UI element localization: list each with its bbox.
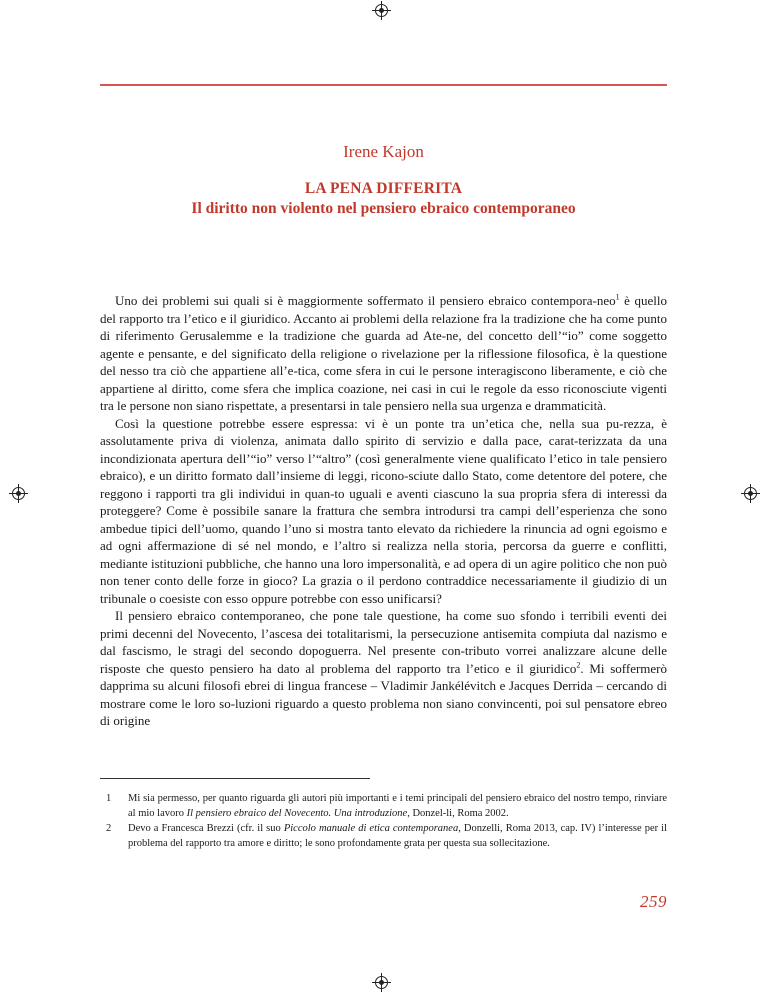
footnote-ref-1[interactable]: 1 (615, 292, 620, 302)
footnotes (100, 792, 667, 852)
footnote-text-part: Devo a Francesca Brezzi (cfr. il suo (128, 823, 284, 834)
paragraph-3 (100, 607, 667, 730)
footnote-text-part: Mi sia permesso, per quanto riguarda gli autori più importanti e i temi principali del pensiero ebraico del nostro tempo, rinviare al mio lavoro (128, 793, 667, 819)
header-rule (100, 84, 667, 86)
paragraph-1 (100, 292, 667, 415)
registration-mark-icon (375, 976, 388, 989)
footnote-text-part: , Donzelli, Roma 2013, cap. IV) l’interesse per il problema del rapporto tra amore e diritto; le sono profondamente grata per questa sua sollecitazione. (128, 823, 667, 849)
article-body (100, 292, 667, 730)
footnote-text-part: , Donzel-li, Roma 2002. (407, 807, 509, 819)
footnote-ref-2[interactable]: 2 (576, 660, 581, 670)
footnote-number: 1 (106, 793, 112, 804)
paragraph-text: Il pensiero ebraico contemporaneo, che pone tale questione, ha come suo sfondo i terribili eventi dei primi decenni del Novecento, l’ascesa dei totalitarismi, la persecuzione antisemita compiuta dal nazismo e dal fascismo, le stragi del secondo dopoguerra. Nel presente con-tributo vorrei analizzare alcune delle risposte che questo pensiero ha dato al problema del rapporto tra l’etico e il giuridico (100, 608, 667, 676)
footnote-1 (100, 792, 667, 821)
footnote-2 (100, 822, 667, 851)
footnote-separator (100, 778, 370, 779)
article-title: LA PENA DIFFERITA (304, 180, 463, 197)
footnote-book-title: Il pensiero ebraico del Novecento. Una introduzione (186, 807, 408, 819)
registration-mark-icon (744, 487, 757, 500)
page-number: 259 (640, 892, 667, 911)
registration-mark-icon (375, 4, 388, 17)
footnote-text (128, 822, 667, 851)
article-subtitle: Il diritto non violento nel pensiero ebraico contemporaneo (191, 200, 576, 217)
paragraph-2: Così la questione potrebbe essere espressa: vi è un ponte tra un’etica che, nella sua pu-rezza, è assolutamente priva di violenza, animata dallo spirito di servizio e dalla pace, carat-terizzata da una incondizionata apertura dell’“io” verso l’“altro” (così generalmente viene qualificato l’etico in tale pensiero ebraico), e un diritto formato dall’insieme di leggi, ricono-sciute dallo Stato, come detentore del potere, che reggono i rapporti tra gli individui in quan-to uguali e aventi ciascuno la sua propria sfera di interessi da proteggere? Come è possibile sanare la frattura che sembra introdursi tra campi dell’esperienza che sono ambedue tipici dell’uomo, quando l’uno si mostra tanto elevato da richiedere la rinuncia ad ogni egoismo e ad ogni affermazione di sé nel mondo, e l’altro si realizza nella storia, percorsa da guerre e conflitti, mediante istituzioni pubbliche, che hanno una loro impersonalità, e ad opera di un agire politico che non può non tener conto delle forze in gioco? La grazia o il perdono contraddice necessariamente il giudizio di un tribunale o coesiste con esso oppure potrebbe con esso unificarsi? (100, 415, 667, 606)
footnote-book-title: Piccolo manuale di etica contemporanea (283, 823, 459, 834)
paragraph-text: è quello del rapporto tra l’etico e il giuridico. Accanto ai problemi della relazione fra la tradizione che ha come punto di riferimento Gerusalemme e la tradizione che guarda ad Ate-ne, del concetto dell’“io” come soggetto agente e pensante, e del significato della religione o rivelazione per la riflessione filosofica, è la questione del nesso tra ciò che appartiene all’e-tica, come sfera in cui le persone interagiscono liberamente, e ciò che appartiene al diritto, come sfera che implica coazione, nei casi in cui le regole da esso riconosciute vigenti tra le persone non siano rispettate, a presentarsi in tale pensiero nella sua urgenza e drammaticità. (100, 293, 668, 413)
footnote-number: 2 (106, 823, 112, 834)
footnote-text (128, 792, 667, 821)
registration-mark-icon (12, 487, 25, 500)
author-name: Irene Kajon (343, 142, 424, 161)
paragraph-text: . Mi soffermerò dapprima su alcuni filosofi ebrei di lingua francese – Vladimir Jankélévitch e Jacques Derrida – cercando di mostrare come le loro so-luzioni riguardo a questo problema non siano convincenti, poi sul pensatore ebreo di origine (100, 660, 668, 728)
paragraph-text: Uno dei problemi sui quali si è maggiormente soffermato il pensiero ebraico contempora-neo (115, 293, 616, 308)
